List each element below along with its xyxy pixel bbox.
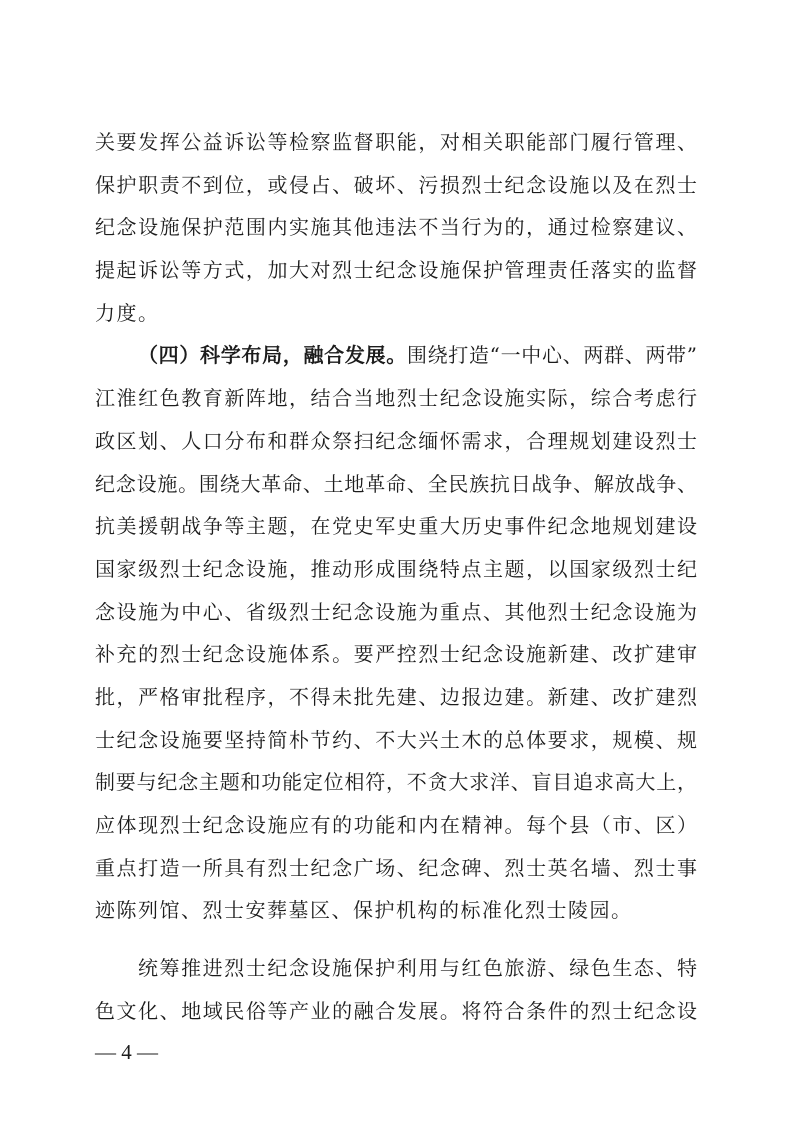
text-line	[95, 334, 697, 377]
text-line-content: 纪念设施。围绕大革命、土地革命、全民族抗日战争、解放战争、	[95, 471, 698, 496]
text-line-content: 补充的烈士纪念设施体系。要严控烈士纪念设施新建、改扩建审	[95, 642, 699, 667]
text-line	[95, 249, 697, 292]
page-number: — 4 —	[95, 1040, 158, 1064]
text-line-content: 力度。	[95, 300, 160, 325]
text-line-content: 统筹推进烈士纪念设施保护利用与红色旅游、绿色生态、特	[138, 956, 699, 981]
text-line	[95, 292, 697, 335]
text-line-content	[138, 343, 698, 367]
text-line-content: 提起诉讼等方式，加大对烈士纪念设施保护管理责任落实的监督	[95, 258, 699, 283]
text-line	[95, 804, 697, 847]
text-line-content: 保护职责不到位，或侵占、破坏、污损烈士纪念设施以及在烈士	[95, 172, 699, 197]
text-line	[95, 633, 697, 676]
text-line-content: 色文化、地域民俗等产业的融合发展。将符合条件的烈士纪念设	[95, 998, 699, 1023]
text-line-content: 迹陈列馆、烈士安葬墓区、保护机构的标准化烈士陵园。	[95, 898, 633, 923]
text-line	[95, 206, 697, 249]
text-line-content: 关要发挥公益诉讼等检察监督职能，对相关职能部门履行管理、	[95, 130, 699, 154]
text-line	[95, 719, 697, 762]
text-line	[95, 164, 697, 207]
text-line-content: 国家级烈士纪念设施，推动形成围绕特点主题，以国家级烈士纪	[95, 556, 699, 581]
text-line	[95, 990, 697, 1033]
paragraph	[95, 334, 697, 932]
paragraph	[95, 121, 697, 334]
text-line-content: 江淮红色教育新阵地，结合当地烈士纪念设施实际，综合考虑行	[95, 386, 699, 411]
text-line-content: 抗美援朝战争等主题，在党史军史重大历史事件纪念地规划建设	[95, 514, 699, 539]
text-line	[95, 420, 697, 463]
paragraph	[95, 947, 697, 1032]
text-run: 围绕打造“一中心、两群、两带”	[406, 343, 698, 368]
document-body	[95, 121, 697, 1032]
text-line	[95, 947, 697, 990]
text-line-content: 批，严格审批程序，不得未批先建、边报边建。新建、改扩建烈	[95, 684, 699, 709]
text-line	[95, 889, 697, 932]
text-line	[95, 121, 697, 164]
text-line-content: 重点打造一所具有烈士纪念广场、纪念碑、烈士英名墙、烈士事	[95, 855, 699, 880]
text-line	[95, 505, 697, 548]
text-line-content: 应体现烈士纪念设施应有的功能和内在精神。每个县（市、区）	[95, 813, 699, 837]
text-line	[95, 761, 697, 804]
text-line	[95, 463, 697, 506]
text-line-content: 纪念设施保护范围内实施其他违法不当行为的，通过检察建议、	[95, 215, 699, 240]
text-line	[95, 548, 697, 591]
text-line	[95, 377, 697, 420]
text-line-content: 士纪念设施要坚持简朴节约、不大兴土木的总体要求，规模、规	[95, 727, 699, 752]
section-heading: （四）科学布局，融合发展。	[138, 343, 407, 368]
text-line	[95, 591, 697, 634]
text-line-content: 念设施为中心、省级烈士纪念设施为重点、其他烈士纪念设施为	[95, 599, 699, 624]
text-line-content: 制要与纪念主题和功能定位相符，不贪大求洋、盲目追求高大上，	[95, 770, 698, 795]
text-line	[95, 676, 697, 719]
text-line-content: 政区划、人口分布和群众祭扫纪念缅怀需求，合理规划建设烈士	[95, 428, 699, 453]
text-line	[95, 847, 697, 890]
